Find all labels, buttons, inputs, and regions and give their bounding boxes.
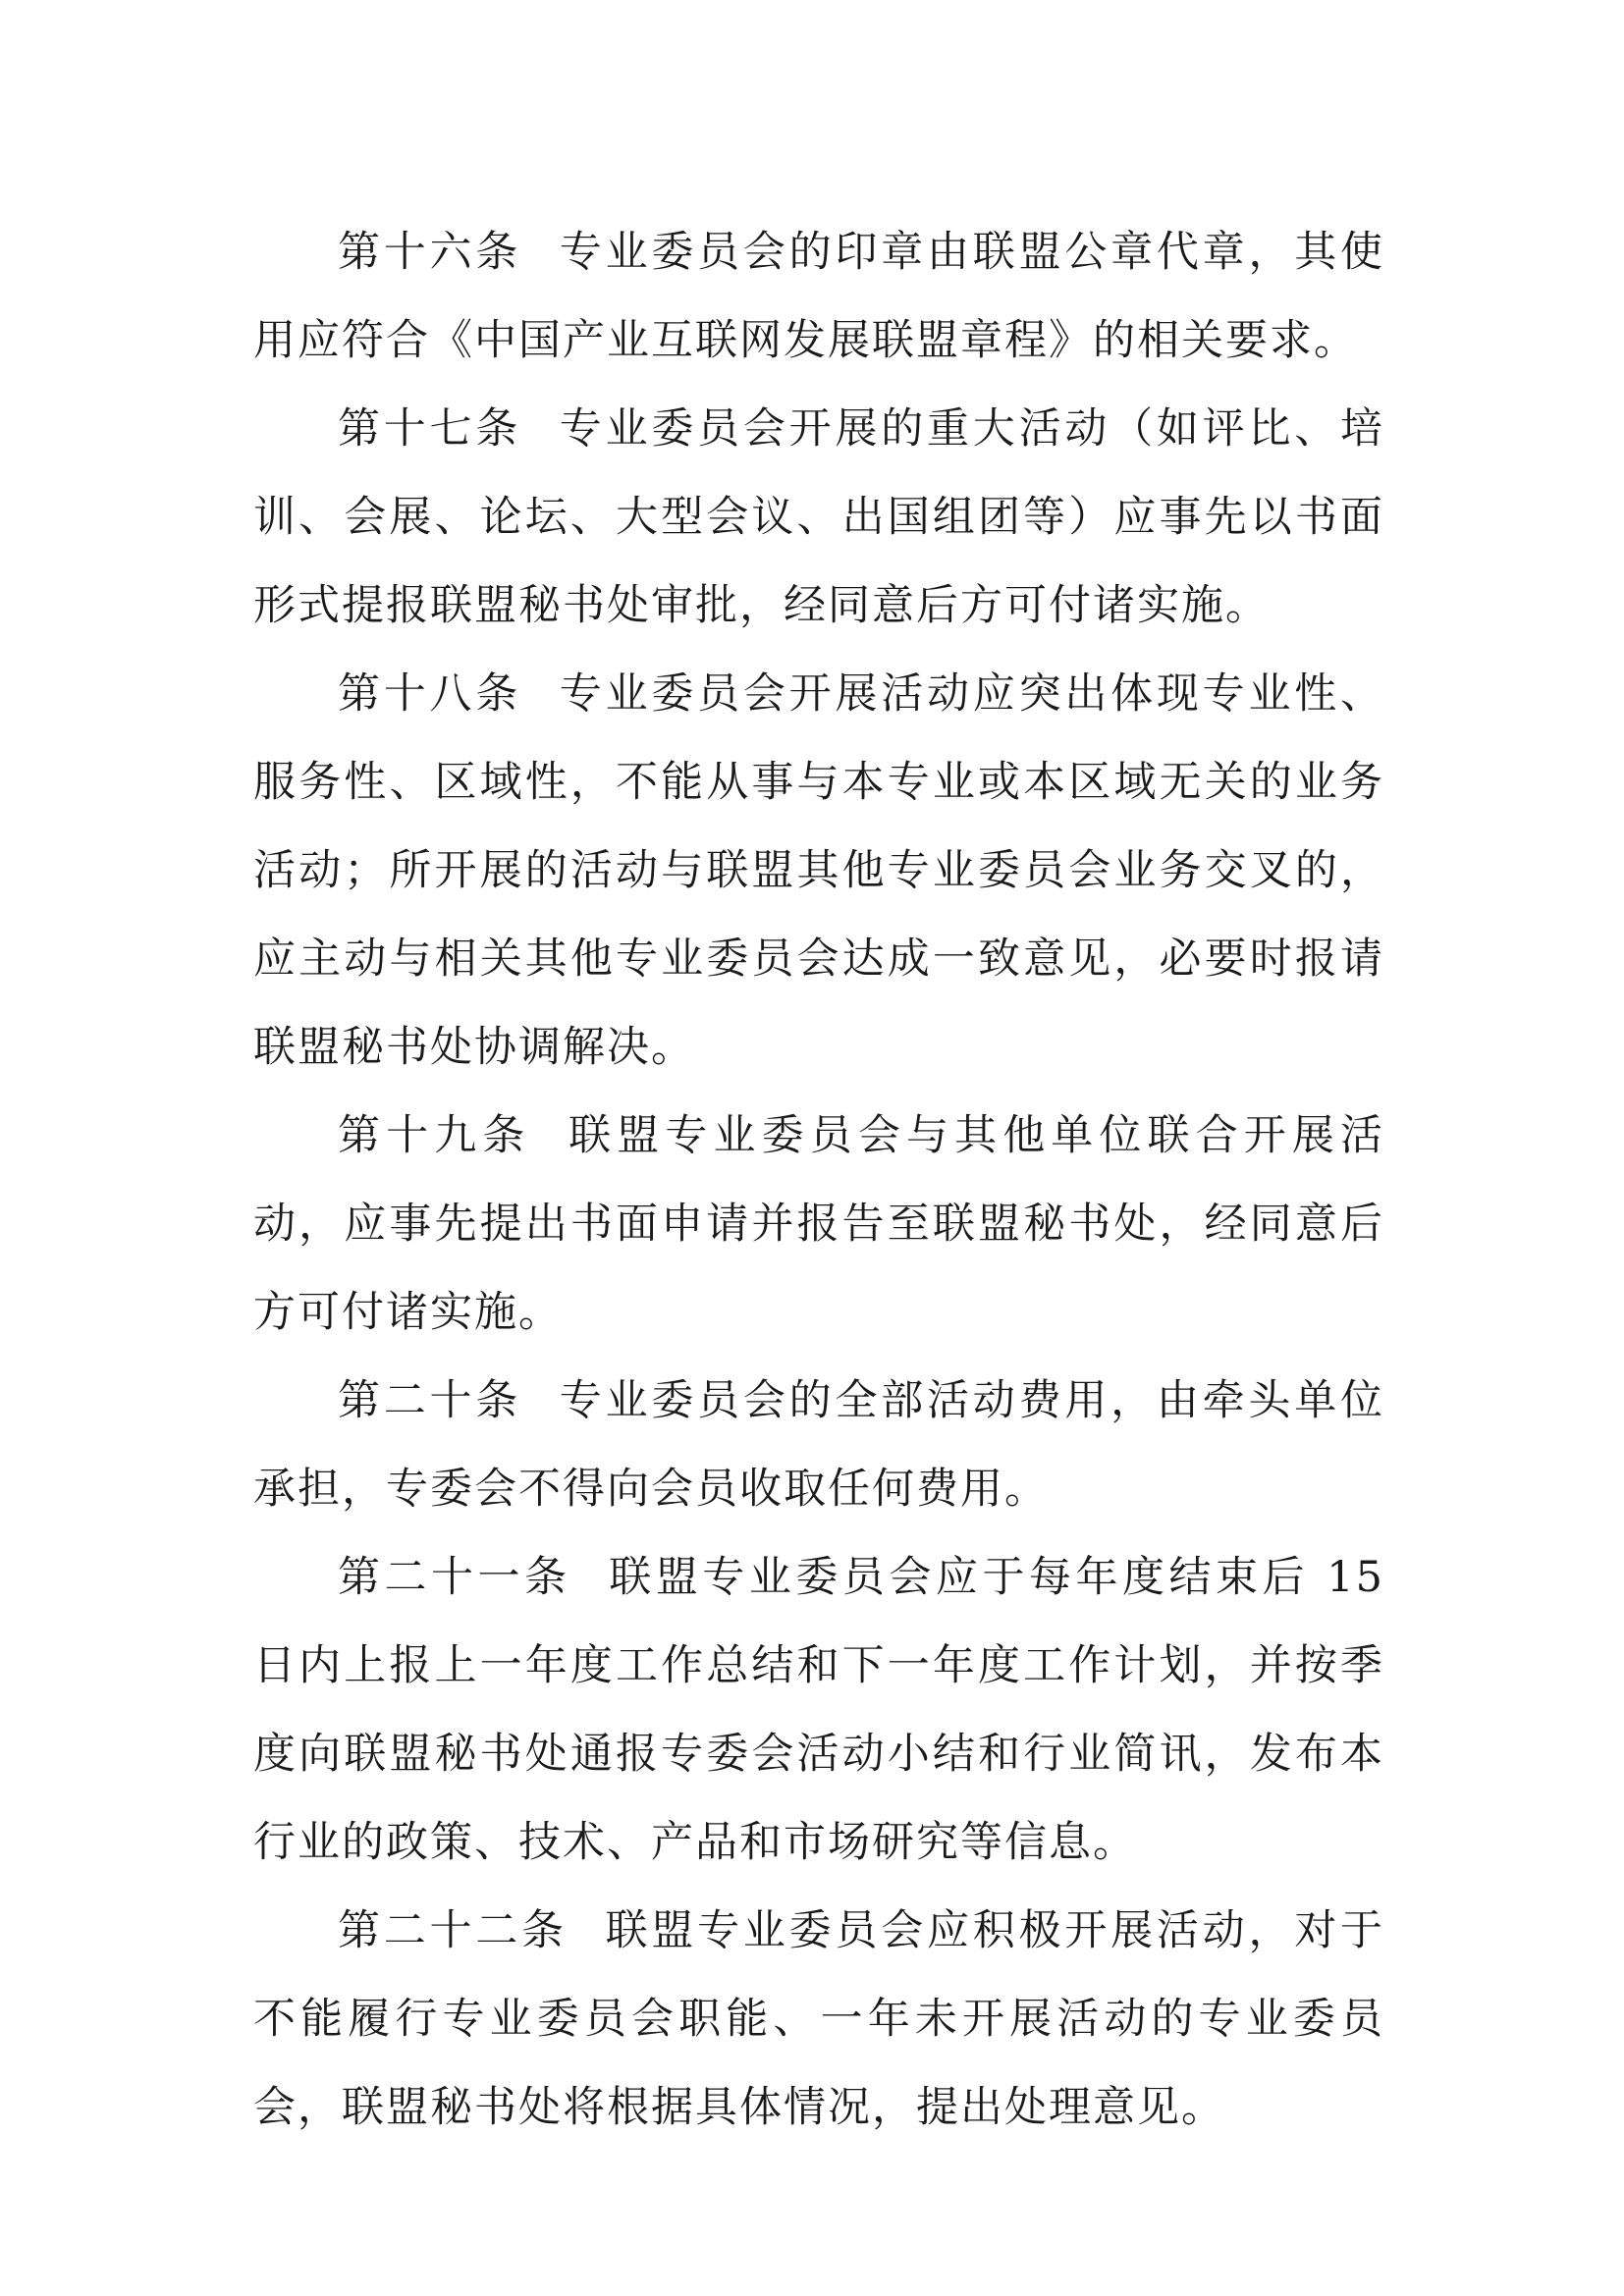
article-text: 专业委员会的印章由联盟公章代章，其使用应符合《中国产业互联网发展联盟章程》的相关要求。 [253, 228, 1385, 365]
article-number: 第二十一条 [338, 1553, 571, 1602]
article-17 [253, 385, 1384, 650]
article-text: 专业委员会的全部活动费用，由牵头单位承担，专委会不得向会员收取任何费用。 [253, 1376, 1385, 1514]
article-text: 联盟专业委员会应于每年度结束后 15 日内上报上一年度工作总结和下一年度工作计划，并按季度向联盟秘书处通报专委会活动小结和行业简讯，发布本行业的政策、技术、产品和市场研究等信息。 [253, 1553, 1385, 1867]
article-number: 第十八条 [338, 669, 522, 719]
article-text: 专业委员会开展活动应突出体现专业性、服务性、区域性，不能从事与本专业或本区域无关的业务活动；所开展的活动与联盟其他专业委员会业务交叉的，应主动与相关其他专业委员会达成一致意见，必要时报请联盟秘书处协调解决。 [253, 669, 1385, 1072]
article-text: 联盟专业委员会应积极开展活动，对于不能履行专业委员会职能、一年未开展活动的专业委员会，联盟秘书处将根据具体情况，提出处理意见。 [253, 1906, 1385, 2132]
article-21 [253, 1533, 1384, 1887]
article-text: 联盟专业委员会与其他单位联合开展活动，应事先提出书面申请并报告至联盟秘书处，经同意后方可付诸实施。 [253, 1111, 1385, 1337]
document-body [253, 208, 1384, 2152]
article-number: 第十七条 [338, 404, 522, 454]
article-16 [253, 208, 1384, 385]
article-number: 第十九条 [338, 1111, 531, 1160]
article-20 [253, 1357, 1384, 1533]
article-number: 第二十条 [338, 1376, 522, 1425]
article-number: 第二十二条 [338, 1906, 568, 1955]
article-19 [253, 1092, 1384, 1357]
article-number: 第十六条 [338, 228, 522, 277]
article-text: 专业委员会开展的重大活动（如评比、培训、会展、论坛、大型会议、出国组团等）应事先以书面形式提报联盟秘书处审批，经同意后方可付诸实施。 [253, 404, 1385, 630]
article-22 [253, 1887, 1384, 2152]
article-18 [253, 650, 1384, 1092]
